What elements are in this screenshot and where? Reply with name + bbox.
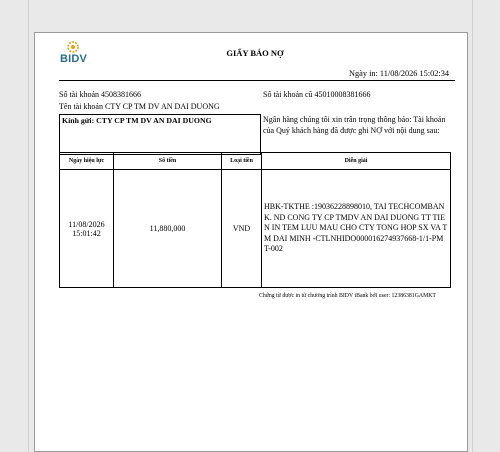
divider	[59, 80, 455, 81]
old-account-label: Số tài khoản cũ	[263, 90, 313, 99]
notice-text: Ngân hàng chúng tôi xin trân trọng thông báo: Tài khoản của Quý khách hàng đã được ghi NỢ với nội dung sau:	[263, 115, 446, 135]
account-name	[59, 102, 220, 111]
cell-effective-date	[60, 170, 114, 288]
account-number-value: 4508381666	[101, 90, 141, 99]
cell-date: 11/08/2026	[68, 219, 105, 229]
cell-description: HBK-TKTHE :19036228898010, TAI TECHCOMBANK. ND CONG TY CP TMDV AN DAI DUONG TT TIEN IN TEM LUU MAU CHO CTY TONG HOP SX VA TM DAI MINH -CTLNHIDO000016274937668-1/1-PMT-002	[262, 170, 451, 288]
bidv-logo-icon	[66, 41, 80, 53]
document-title: GIẤY BÁO NỢ	[226, 48, 284, 58]
bidv-logo-text: BIDV	[60, 53, 88, 65]
footer-note: Chứng từ được in từ chương trình BIDV iBank bởi user: 12386381GAMKT	[259, 293, 436, 299]
cell-amount: 11,880,000	[114, 170, 222, 288]
page-edge-right	[472, 0, 473, 452]
print-date-value: 11/08/2026 15:02:34	[379, 69, 449, 78]
page-edge-left	[28, 0, 29, 452]
account-name-label: Tên tài khoản	[59, 102, 103, 111]
bidv-logo	[60, 41, 100, 67]
print-date	[349, 69, 449, 78]
old-account-number	[263, 90, 371, 99]
account-name-value: CTY CP TM DV AN DAI DUONG	[104, 102, 220, 111]
header-effective-date: Ngày hiệu lực	[60, 153, 114, 170]
debit-note-page	[34, 32, 468, 452]
print-date-label: Ngày in:	[349, 69, 378, 78]
header-currency: Loại tiền	[222, 153, 262, 170]
transaction-table	[59, 152, 451, 288]
recipient-box	[59, 114, 261, 155]
account-number	[59, 90, 141, 99]
cell-time: 15:01:42	[72, 228, 101, 238]
recipient-text: Kính gửi: CTY CP TM DV AN DAI DUONG	[62, 116, 212, 125]
account-number-label: Số tài khoản	[59, 90, 99, 99]
header-amount: Số tiền	[114, 153, 222, 170]
table-row	[60, 170, 451, 288]
table-header-row	[60, 153, 451, 170]
old-account-value: 45010008381666	[314, 90, 371, 99]
cell-currency: VND	[222, 170, 262, 288]
header-description: Diễn giải	[262, 153, 451, 170]
